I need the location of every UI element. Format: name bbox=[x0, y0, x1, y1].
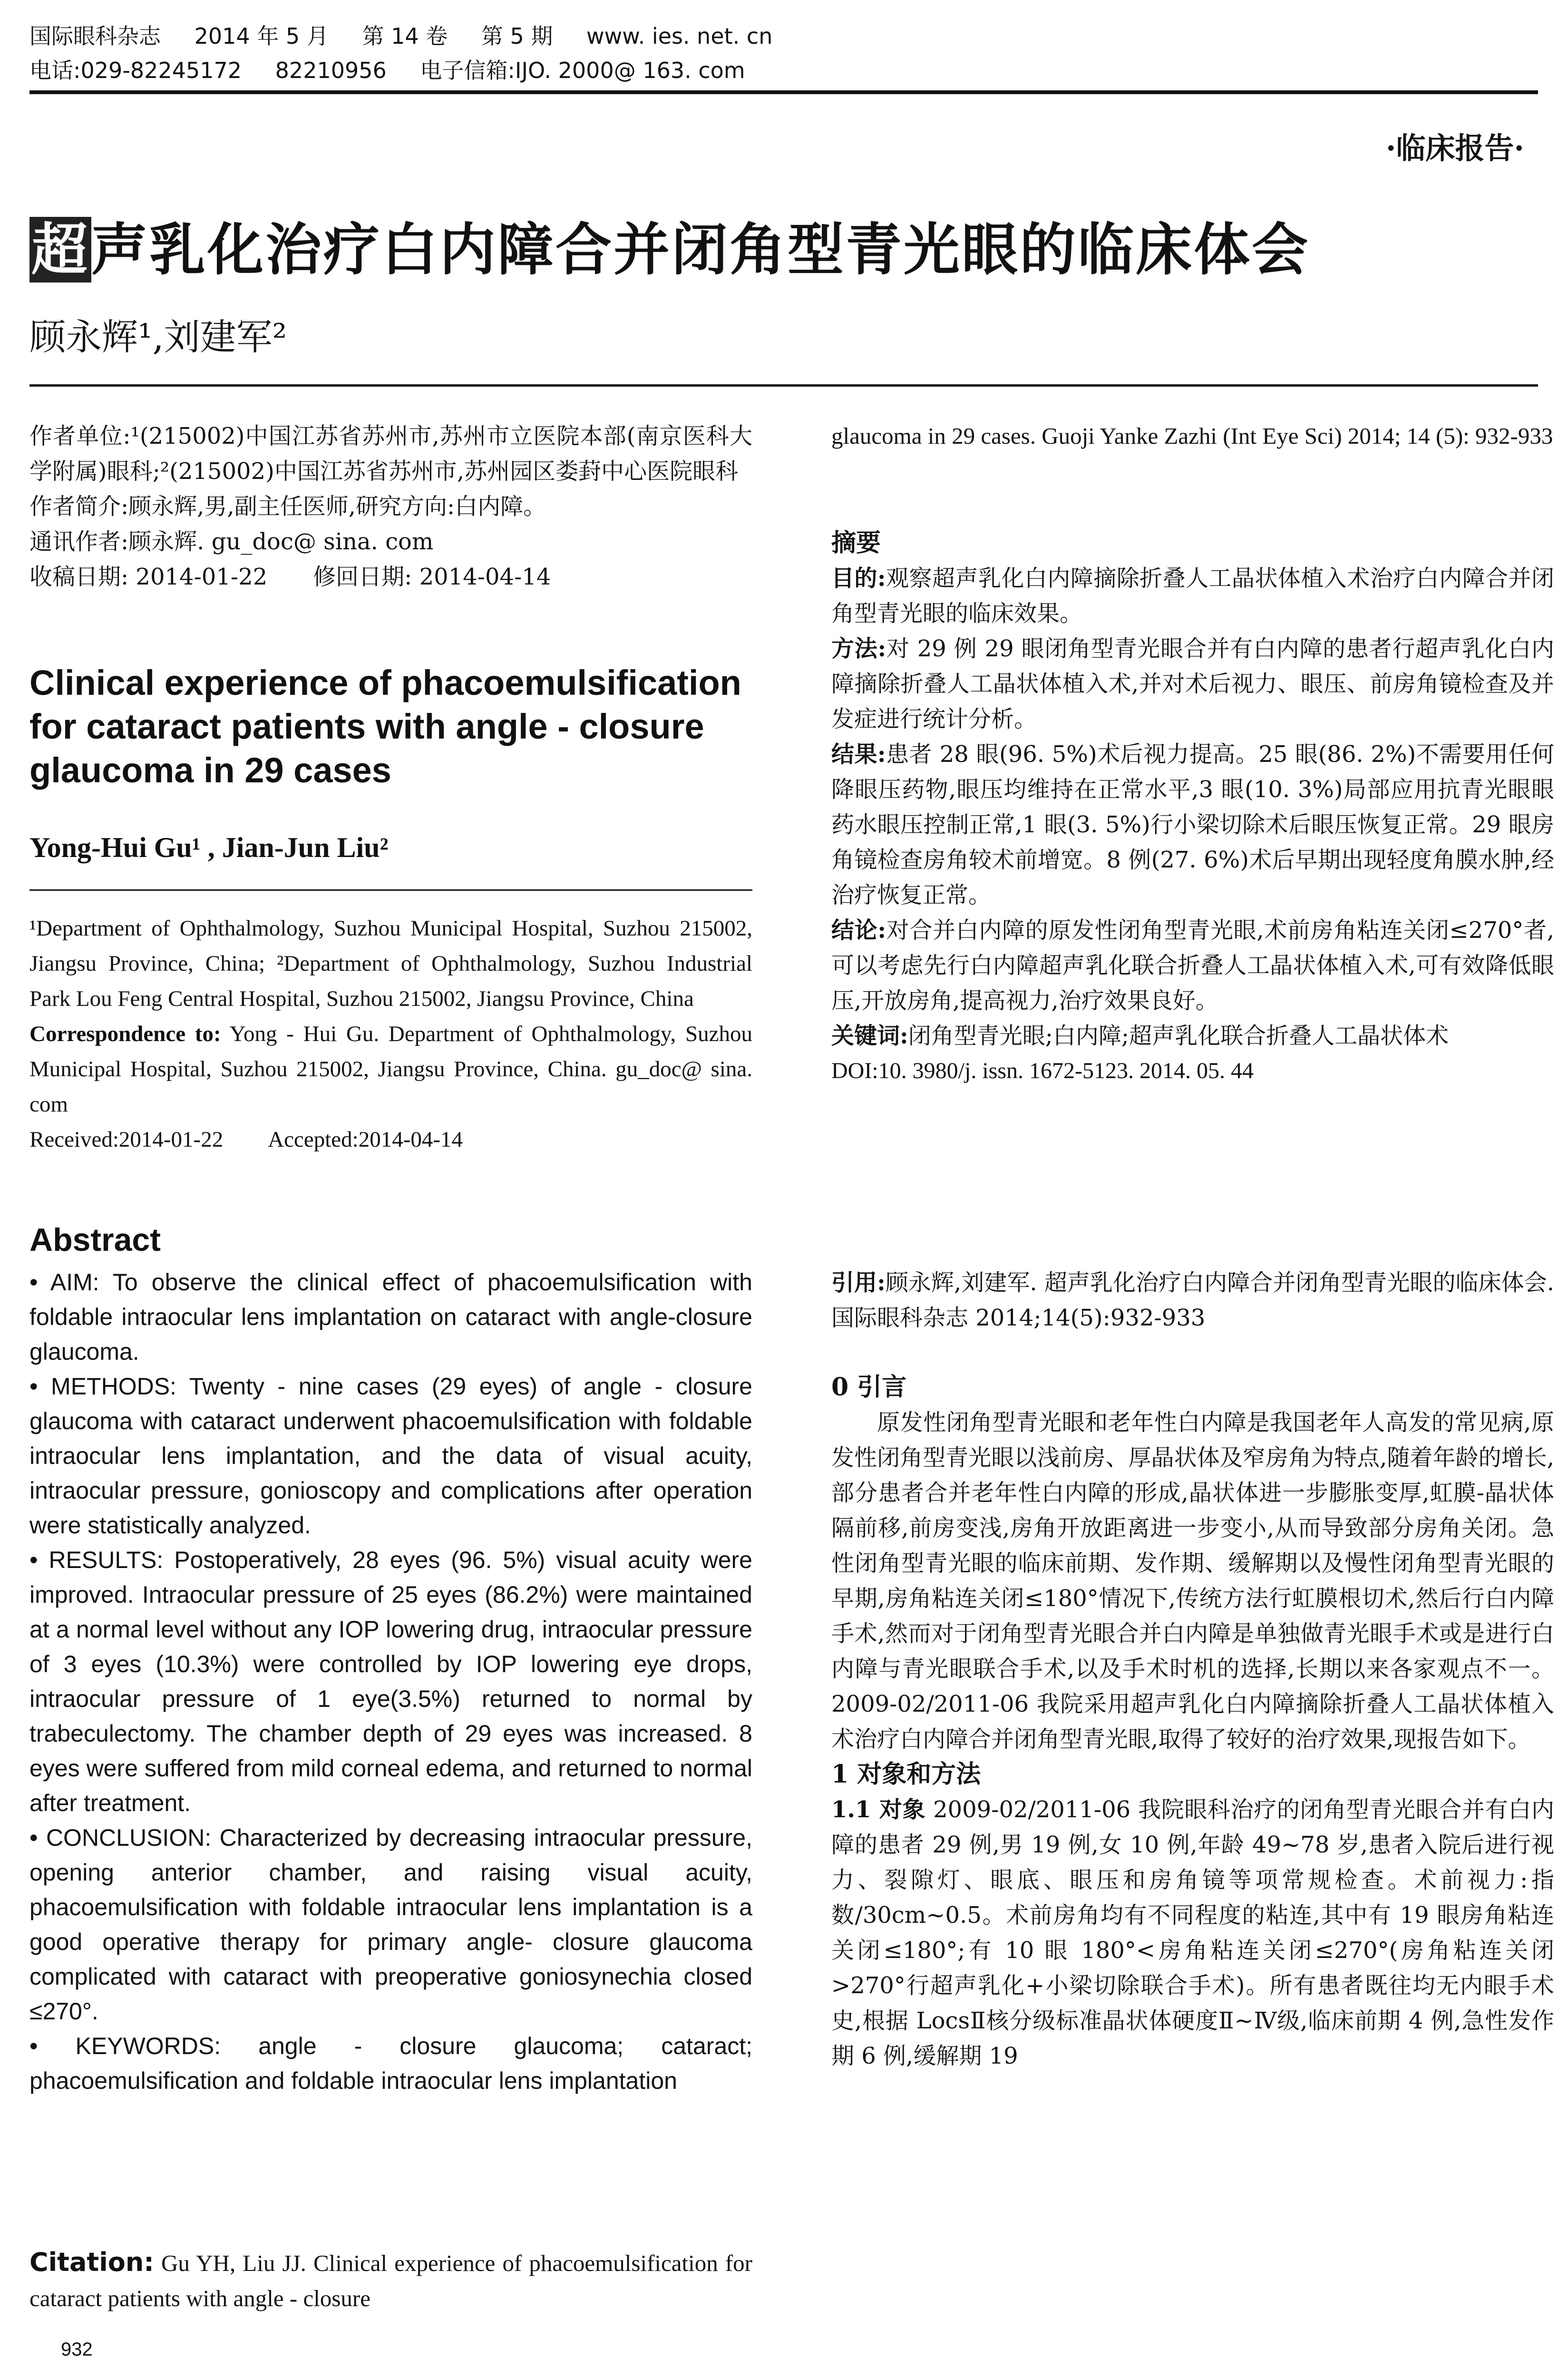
cn-keywords-text: 闭角型青光眼;白内障;超声乳化联合折叠人工晶状体术 bbox=[908, 1023, 1449, 1049]
page-number: 932 bbox=[61, 2339, 93, 2360]
cn-keywords bbox=[831, 1018, 1554, 1053]
citation-label: Citation: bbox=[29, 2247, 154, 2277]
section-tag: ·临床报告· bbox=[1385, 131, 1524, 166]
cn-author-bio: 作者简介:顾永辉,男,副主任医师,研究方向:白内障。 bbox=[29, 493, 546, 520]
abstract-methods: • METHODS: Twenty - nine cases (29 eyes) of angle - closure glaucoma with cataract underwent phacoemulsification with foldable intraocular lens implantation, and the data of visual acuity, intraocular pressure, gonioscopy and complications after operation were statistically analyzed. bbox=[29, 1373, 752, 1539]
cn-abstract-heading: 摘要 bbox=[831, 528, 881, 557]
journal-name: 国际眼科杂志 bbox=[29, 23, 161, 49]
cn-purpose bbox=[831, 561, 1554, 631]
subjects-paragraph bbox=[831, 1792, 1554, 2074]
cn-citation bbox=[831, 1265, 1554, 1335]
abstract-body bbox=[29, 1265, 752, 2098]
left-column bbox=[29, 419, 752, 594]
page-title bbox=[29, 205, 1310, 285]
cn-cite-text: 顾永辉,刘建军. 超声乳化治疗白内障合并闭角型青光眼的临床体会. 国际眼科杂志 2014;14(5):932-933 bbox=[831, 1269, 1554, 1331]
correspondence-label: Correspondence to: bbox=[29, 1022, 221, 1046]
cn-corresponding: 通讯作者:顾永辉. gu_doc@ sina. com bbox=[29, 528, 434, 555]
doi: DOI:10. 3980/j. issn. 1672-5123. 2014. 05. 44 bbox=[831, 1058, 1254, 1083]
citation-en bbox=[29, 2245, 752, 2316]
received-dates: Received:2014-01-22 Accepted:2014-04-14 bbox=[29, 1127, 463, 1152]
cn-keywords-label: 关键词: bbox=[831, 1023, 908, 1049]
intro-text: 原发性闭角型青光眼和老年性白内障是我国老年人高发的常见病,原发性闭角型青光眼以浅前房、厚晶状体及窄房角为特点,随着年龄的增长,部分患者合并老年性白内障的形成,晶状体进一步膨胀变厚,虹膜-晶状体隔前移,前房变浅,房角开放距离进一步变小,从而导致部分房角关闭。急性闭角型青光眼的临床前期、发作期、缓解期以及慢性闭角型青光眼的早期,房角粘连关闭≤180°情况下,传统方法行虹膜根切术,然后行白内障手术,然而对于闭角型青光眼合并白内障是单独做青光眼手术或是进行白内障与青光眼联合手术,以及手术时机的选择,长期以来各家观点不一。2009-02/2011-06 我院采用超声乳化白内障摘除折叠人工晶状体植入术治疗白内障合并闭角型青光眼,取得了较好的治疗效果,现报告如下。 bbox=[831, 1409, 1554, 1753]
abstract-heading: Abstract bbox=[29, 1222, 161, 1258]
en-title: Clinical experience of phacoemulsification for cataract patients with angle - closure glaucoma in 29 cases bbox=[29, 663, 741, 790]
title-rule bbox=[29, 384, 1538, 387]
journal-website: www. ies. net. cn bbox=[586, 23, 773, 49]
en-authors: Yong-Hui Gu¹ , Jian-Jun Liu² bbox=[29, 832, 389, 863]
abstract-results: • RESULTS: Postoperatively, 28 eyes (96. 5%) visual acuity were improved. Intraocular pressure of 25 eyes (86.2%) were maintained at a normal level without any IOP lowering drug, intraocular pressure of 3 eyes (10.3%) were controlled by IOP lowering eye drops, intraocular pressure of 1 eye(3.5%) returned to normal by trabeculectomy. The chamber depth of 29 eyes was increased. 8 eyes were suffered from mild corneal edema, and returned to normal after treatment. bbox=[29, 1547, 752, 1816]
abstract-aim: • AIM: To observe the clinical effect of phacoemulsification with foldable intraocular lens implantation on cataract with angle-closure glaucoma. bbox=[29, 1269, 752, 1365]
en-affiliation-block bbox=[29, 911, 752, 1157]
citation-en-cont: glaucoma in 29 cases. Guoji Yanke Zazhi (Int Eye Sci) 2014; 14 (5): 932-933 bbox=[831, 423, 1553, 449]
authors-cn: 顾永辉¹,刘建军² bbox=[29, 316, 287, 358]
cn-methods-text: 对 29 例 29 眼闭角型青光眼合并有白内障的患者行超声乳化白内障摘除折叠人工晶状体植入术,并对术后视力、眼压、前房角镜检查及并发症进行统计分析。 bbox=[831, 635, 1554, 732]
cn-conclusion bbox=[831, 913, 1554, 1018]
title-rest: 声乳化治疗白内障合并闭角型青光眼的临床体会 bbox=[91, 217, 1310, 283]
en-author-rule bbox=[29, 889, 752, 891]
journal-header-line2 bbox=[29, 53, 772, 85]
volume: 第 14 卷 bbox=[362, 23, 448, 49]
correspondence bbox=[29, 1016, 752, 1122]
intro-section bbox=[831, 1370, 1554, 2074]
cn-abstract bbox=[831, 526, 1554, 1089]
abstract-keywords: • KEYWORDS: angle - closure glaucoma; cataract; phacoemulsification and foldable intraocular lens implantation bbox=[29, 2033, 752, 2094]
cn-purpose-text: 观察超声乳化白内障摘除折叠人工晶状体植入术治疗白内障合并闭角型青光眼的临床效果。 bbox=[831, 565, 1554, 627]
cn-affiliation: 作者单位:¹(215002)中国江苏省苏州市,苏州市立医院本部(南京医科大学附属)眼科;²(215002)中国江苏省苏州市,苏州园区娄葑中心医院眼科 bbox=[29, 423, 752, 485]
cn-methods-label: 方法: bbox=[831, 635, 886, 662]
abstract-conclusion: • CONCLUSION: Characterized by decreasing intraocular pressure, opening anterior chamber, and raising visual acuity, phacoemulsification with foldable intraocular lens implantation is a good operative therapy for primary angle- closure glaucoma complicated with cataract with preoperative goniosynechia closed ≤270°. bbox=[29, 1824, 752, 2025]
journal-header-line1 bbox=[29, 19, 799, 50]
cn-conclusion-label: 结论: bbox=[831, 917, 886, 944]
en-affiliation: ¹Department of Ophthalmology, Suzhou Municipal Hospital, Suzhou 215002, Jiangsu Province, China; ²Department of Ophthalmology, Suzhou Industrial Park Lou Feng Central Hospital, Suzhou 215002, Jiangsu Province, China bbox=[29, 916, 752, 1011]
cn-results-text: 患者 28 眼(96. 5%)术后视力提高。25 眼(86. 2%)不需要用任何降眼压药物,眼压均维持在正常水平,3 眼(10. 3%)局部应用抗青光眼眼药水眼压控制正常,1 眼(3. 5%)行小梁切除术后眼压恢复正常。29 眼房角镜检查房角较术前增宽。8 例(27. 6%)术后早期出现轻度角膜水肿,经治疗恢复正常。 bbox=[831, 741, 1554, 908]
header-rule bbox=[29, 90, 1538, 94]
issue-date: 2014 年 5 月 bbox=[194, 23, 329, 49]
methods-heading: 1 对象和方法 bbox=[831, 1760, 981, 1789]
title-first-char: 超 bbox=[29, 217, 91, 283]
email: 电子信箱:IJO. 2000@ 163. com bbox=[420, 58, 745, 83]
correspondence-text: Yong - Hui Gu. Department of Ophthalmology, Suzhou Municipal Hospital, Suzhou 215002, Jiangsu Province, China. gu_doc@ sina. com bbox=[29, 1022, 752, 1117]
cn-results bbox=[831, 737, 1554, 913]
cn-conclusion-text: 对合并白内障的原发性闭角型青光眼,术前房角粘连关闭≤270°者,可以考虑先行白内障超声乳化联合折叠人工晶状体植入术,可有效降低眼压,开放房角,提高视力,治疗效果良好。 bbox=[831, 917, 1554, 1014]
phone: 电话:029-82245172 bbox=[29, 58, 242, 83]
cn-methods bbox=[831, 631, 1554, 737]
phone2: 82210956 bbox=[275, 58, 387, 83]
cn-purpose-label: 目的: bbox=[831, 565, 886, 592]
citation-text: Gu YH, Liu JJ. Clinical experience of phacoemulsification for cataract patients with angle - closure bbox=[29, 2250, 752, 2311]
issue-number: 第 5 期 bbox=[481, 23, 553, 49]
cn-results-label: 结果: bbox=[831, 741, 886, 768]
intro-heading: 0 引言 bbox=[831, 1373, 907, 1402]
cn-cite-label: 引用: bbox=[831, 1269, 886, 1296]
subjects-text: 2009-02/2011-06 我院眼科治疗的闭角型青光眼合并有白内障的患者 29 例,男 19 例,女 10 例,年龄 49~78 岁,患者入院后进行视力、裂隙灯、眼底、眼压和房角镜等项常规检查。术前视力:指数/30cm~0.5。术前房角均有不同程度的粘连,其中有 19 眼房角粘连关闭≤180°;有 10 眼 180°<房角粘连关闭≤270°(房角粘连关闭>270°行超声乳化+小梁切除联合手术)。所有患者既往均无内眼手术史,根据 LocsⅡ核分级标准晶状体硬度Ⅱ~Ⅳ级,临床前期 4 例,急性发作期 6 例,缓解期 19 bbox=[831, 1796, 1554, 2069]
subjects-label: 1.1 对象 bbox=[831, 1796, 926, 1823]
cn-dates: 收稿日期: 2014-01-22 修回日期: 2014-04-14 bbox=[29, 564, 551, 590]
